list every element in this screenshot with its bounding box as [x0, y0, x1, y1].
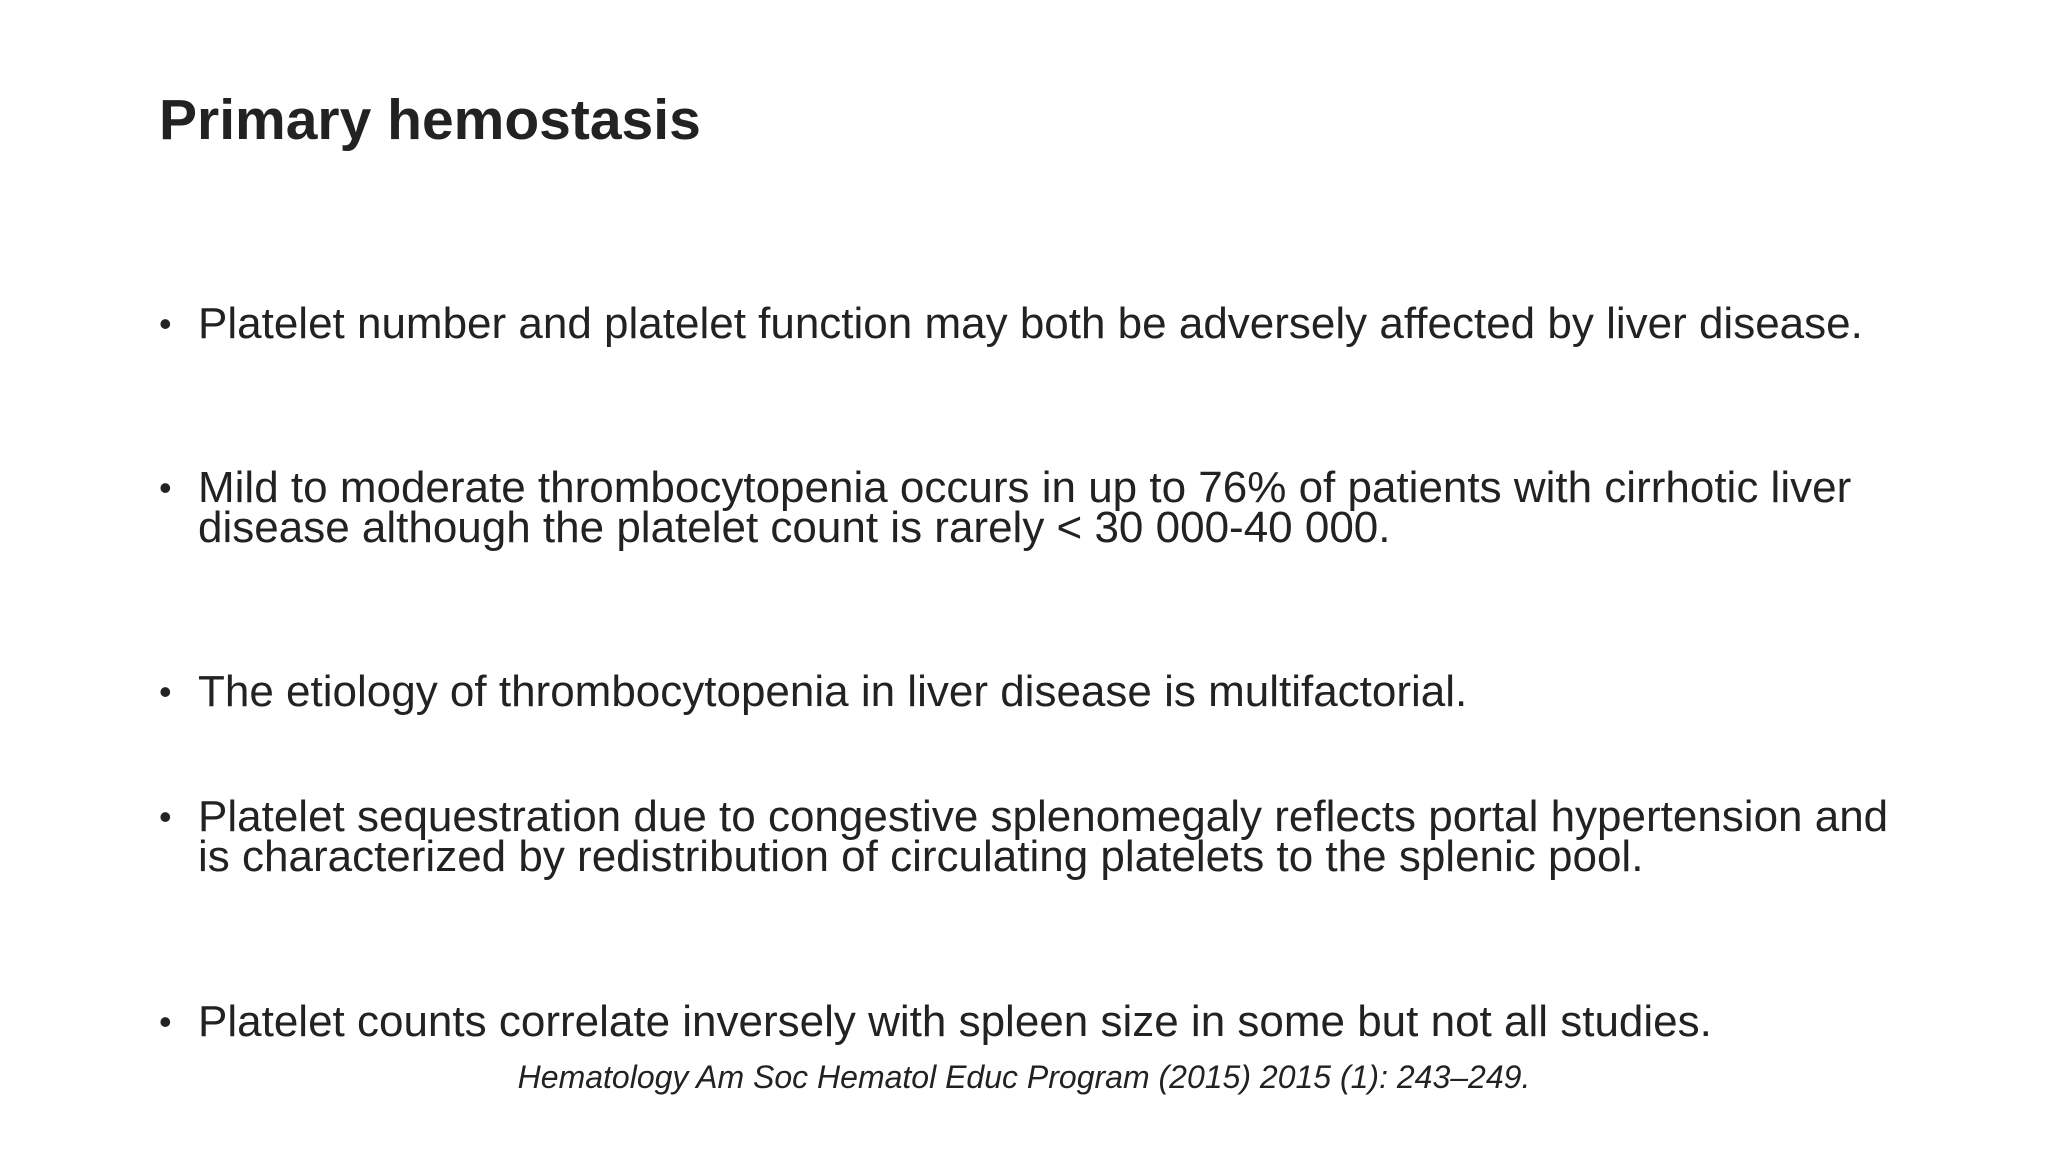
bullet-marker: • [159, 796, 172, 837]
bullet-text: Platelet counts correlate inversely with spleen size in some but not all studies. [198, 997, 1712, 1046]
bullet-list [159, 299, 1919, 1046]
bullet-item [159, 299, 1919, 348]
bullet-marker: • [159, 467, 172, 508]
bullet-text: Mild to moderate thrombocytopenia occurs in up to 76% of patients with cirrhotic liver disease although the platelet count is rarely < 30 000-40 000. [198, 463, 1852, 552]
bullet-item [159, 792, 1919, 881]
bullet-marker: • [159, 671, 172, 712]
bullet-marker: • [159, 303, 172, 344]
citation: Hematology Am Soc Hematol Educ Program (2015) 2015 (1): 243–249. [517, 1059, 1531, 1095]
bullet-item [159, 667, 1919, 716]
slide-title: Primary hemostasis [159, 88, 701, 152]
bullet-text: Platelet sequestration due to congestive splenomegaly reflects portal hypertension and is characterized by redistribution of circulating platelets to the splenic pool. [198, 792, 1889, 881]
bullet-item [159, 997, 1919, 1046]
bullet-item [159, 463, 1919, 552]
bullet-marker: • [159, 1001, 172, 1042]
bullet-text: Platelet number and platelet function may both be adversely affected by liver disease. [198, 299, 1863, 348]
bullet-text: The etiology of thrombocytopenia in liver disease is multifactorial. [198, 667, 1468, 716]
